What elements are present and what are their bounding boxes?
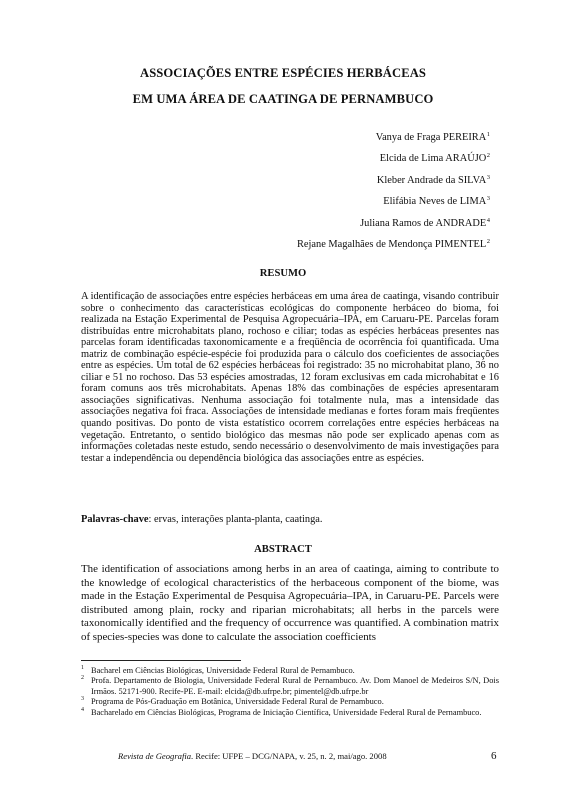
author: Elifábia Neves de LIMA$^3$ [383, 195, 490, 208]
abstract-text: The identification of associations among herbs in an area of caatinga, aiming to contribute to the knowledge of ecological characteristics of the herbaceous component of the biome, was made in the Estação Experimental de Pesquisa Agropecuária–IPA, in Caruaru-PE. Parcels were distributed among plain, rocky and riparian microhabitats; all herbs in the parcels were taxonomically identified and the frequency of occurrence was quantified. A combination matrix of species-species was done to calculate the association coefficients [81, 563, 499, 643]
footnote-separator [81, 660, 241, 661]
author: Rejane Magalhães de Mendonça PIMENTEL$^2$ [296, 238, 490, 251]
paper-title-line-1: ASSOCIAÇÕES ENTRE ESPÉCIES HERBÁCEAS [140, 66, 426, 80]
paper-title-line-2: EM UMA ÁREA DE CAATINGA DE PERNAMBUCO [132, 92, 434, 106]
author: Kleber Andrade da SILVA$^3$ [376, 173, 490, 186]
author: Vanya de Fraga PEREIRA$^1$ [375, 131, 490, 143]
resumo-text: A identificação de associações entre espécies herbáceas em uma área de caatinga, visando contribuir sobre o conhecimento das características ecológicas do componente herbáceo do bioma, foi realizada na Estação Experimental de Pesquisa Agropecuária–IPA, em Caruaru-PE. Parcelas foram distribuídas entre microhabitats plano, rochoso e ciliar; todas as espécies herbáceas presentes nas parcelas foram identificadas taxonomicamente e a freqüência de ocorrência foi quantificada. Uma matriz de combinação espécie-espécie foi produzida para o cálculo dos coeficientes de associações entre as espécies. Um total de 62 espécies herbáceas foi registrado: 35 no microhabitat plano, 36 no ciliar e 51 no rochoso. Das 53 espécies amostradas, 12 foram exclusivas em cada microhabitat e 16 foram comuns aos três microhabitats. Apenas 18% das combinações de espécies apresentaram associações significativas. Nenhuma associação foi totalmente nula, mas a intensidade das associações negativa foi fraca. Associações de intensidade medianas e fortes foram mais freqüentes quando positivas. Do ponto de vista estatístico ocorrem correlações entre espécies herbáceas na vegetação. Entretanto, o sentido biológico das mesmas não pode ser explicado apenas com as informações coletadas neste estudo, sendo necessário o desenvolvimento de mais investigações para testar a independência ou dependência biológica das associações entre as espécies. [81, 291, 499, 464]
author: Juliana Ramos de ANDRADE$^4$ [360, 216, 490, 229]
resumo-heading: RESUMO [259, 268, 307, 279]
footnotes [81, 666, 499, 718]
keywords-value: : ervas, interações planta-planta, caatinga. [148, 514, 323, 525]
footnote: 1 Bacharel em Ciências Biológicas, Universidade Federal Rural de Pernambuco. [81, 665, 355, 675]
footnote: 3 Programa de Pós-Graduação em Botânica, Universidade Federal Rural de Pernambuco. [81, 696, 384, 707]
journal-footer [118, 751, 387, 761]
page-number: 6 [491, 750, 497, 762]
journal-details: . Recife: UFPE – DCG/NAPA, v. 25, n. 2, mai/ago. 2008 [191, 751, 387, 761]
author-list [297, 127, 490, 255]
keywords [81, 514, 323, 525]
footnote: 2 Profa. Departamento de Biologia, Universidade Federal Rural de Pernambuco. Av. Dom Manoel de Medeiros S/N, Dois Irmãos. 52171-900. Recife-PE. E-mail: elcida@db.ufrpe.br; pimentel@db.ufrpe.br [81, 675, 499, 696]
abstract-heading: ABSTRACT [254, 544, 312, 555]
author: Elcida de Lima ARAÚJO$^2$ [379, 152, 490, 165]
journal-name: Revista de Geografia [118, 751, 192, 761]
keywords-label: Palavras-chave [81, 514, 149, 525]
footnote: 4 Bacharelado em Ciências Biológicas, Programa de Iniciação Científica, Universidade Federal Rural de Pernambuco. [81, 706, 482, 717]
